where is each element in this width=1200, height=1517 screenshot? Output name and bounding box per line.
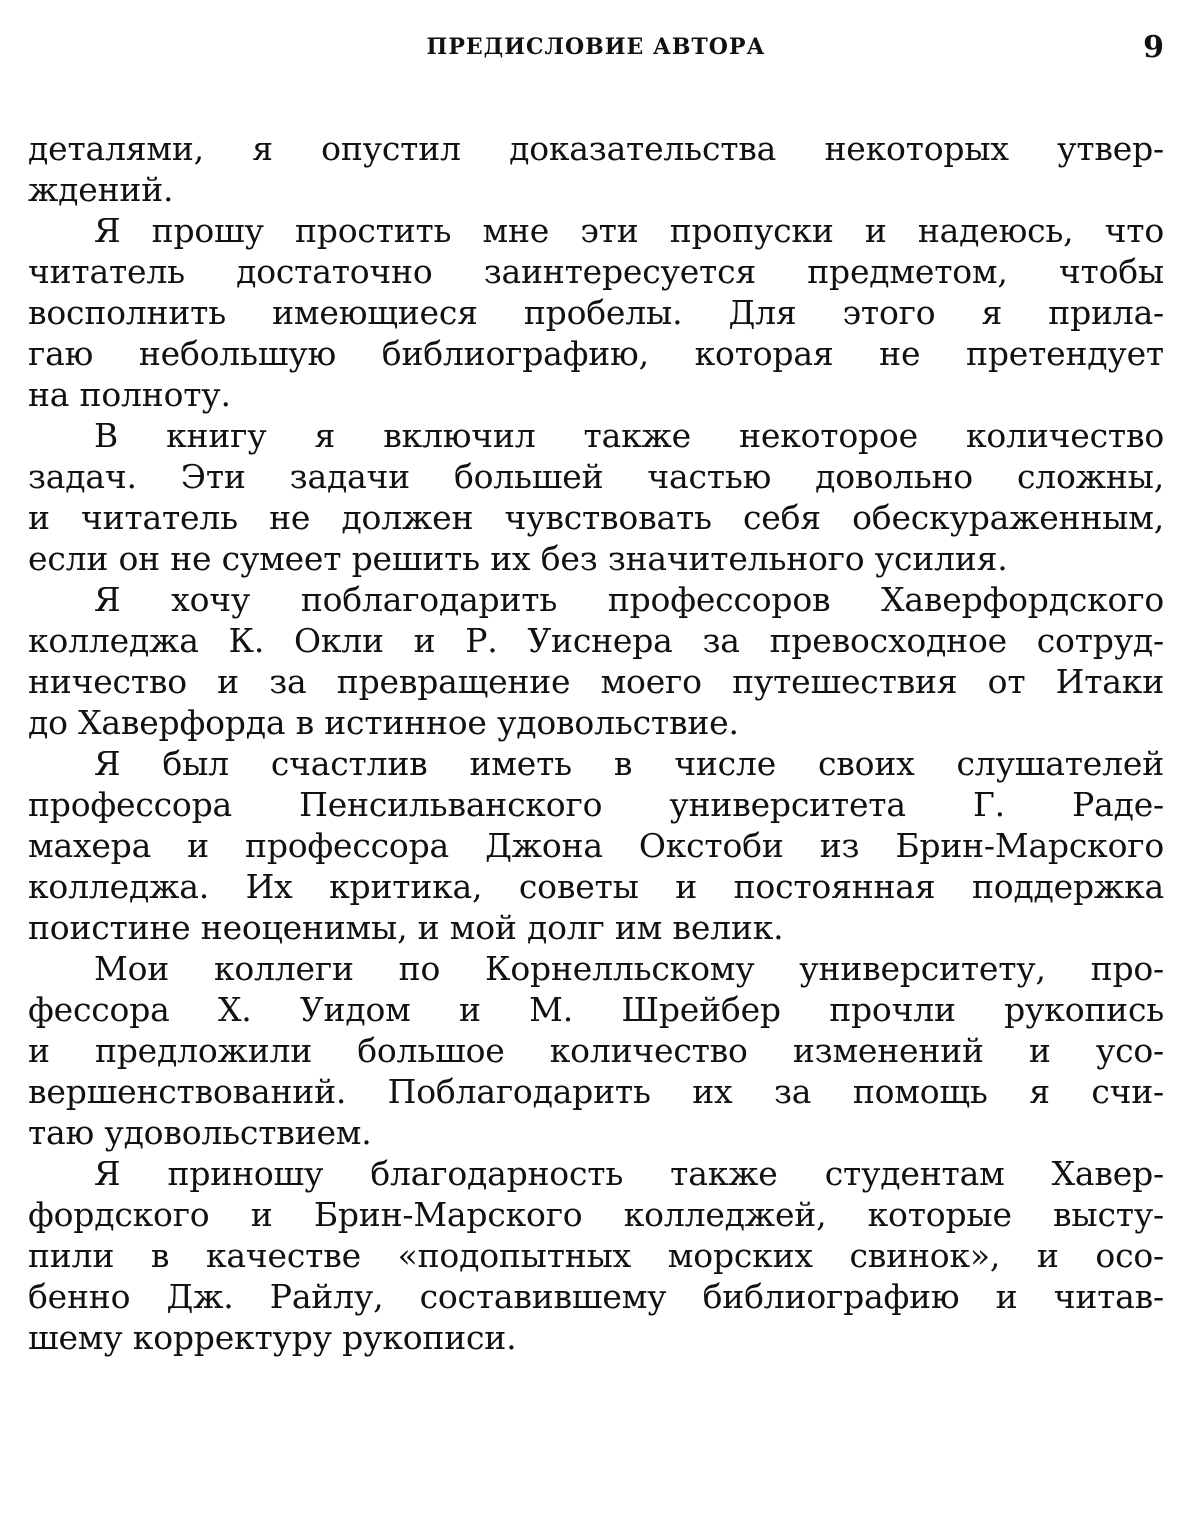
page-number: 9 xyxy=(1143,30,1164,65)
text-line: и предложили большое количество изменений и усо- xyxy=(28,1031,1164,1070)
running-head xyxy=(28,30,1164,64)
body-text xyxy=(28,128,1164,1358)
text-line: вершенствований. Поблагодарить их за помощь я счи- xyxy=(28,1072,1164,1111)
text-line: и читатель не должен чувствовать себя обескураженным, xyxy=(28,498,1164,537)
text-line: В книгу я включил также некоторое количество xyxy=(94,416,1164,455)
text-line: ничество и за превращение моего путешествия от Итаки xyxy=(28,662,1164,701)
text-line: Я приношу благодарность также студентам Хавер- xyxy=(94,1154,1164,1193)
text-line: если он не сумеет решить их без значительного усилия. xyxy=(28,539,1008,578)
running-title: ПРЕДИСЛОВИЕ АВТОРА xyxy=(426,34,766,60)
text-line: до Хаверфорда в истинное удовольствие. xyxy=(28,703,739,742)
text-line: таю удовольствием. xyxy=(28,1113,372,1152)
text-line: деталями, я опустил доказательства некоторых утвер- xyxy=(28,129,1164,168)
text-line: Я прошу простить мне эти пропуски и надеюсь, что xyxy=(94,211,1164,250)
text-line: Мои коллеги по Корнелльскому университету, про- xyxy=(94,949,1164,988)
text-line: фордского и Брин-Марского колледжей, которые высту- xyxy=(28,1195,1164,1234)
text-line: задач. Эти задачи большей частью довольно сложны, xyxy=(28,457,1164,496)
text-line: поистине неоценимы, и мой долг им велик. xyxy=(28,908,784,947)
text-line: бенно Дж. Райлу, составившему библиографию и читав- xyxy=(28,1277,1164,1316)
text-line: Я был счастлив иметь в числе своих слушателей xyxy=(94,744,1164,783)
text-line: пили в качестве «подопытных морских свинок», и осо- xyxy=(28,1236,1164,1275)
text-line: гаю небольшую библиографию, которая не претендует xyxy=(28,334,1164,373)
text-line: ждений. xyxy=(28,170,174,209)
text-line: колледжа К. Окли и Р. Уиснера за превосходное сотруд- xyxy=(28,621,1164,660)
text-line: фессора X. Уидом и М. Шрейбер прочли рукопись xyxy=(28,990,1164,1029)
text-line: колледжа. Их критика, советы и постоянная поддержка xyxy=(28,867,1164,906)
text-line: махера и профессора Джона Окстоби из Брин-Марского xyxy=(28,826,1164,865)
text-line: читатель достаточно заинтересуется предметом, чтобы xyxy=(28,252,1164,291)
text-line: Я хочу поблагодарить профессоров Хаверфордского xyxy=(94,580,1164,619)
text-line: на полноту. xyxy=(28,375,231,414)
text-line: восполнить имеющиеся пробелы. Для этого я прила- xyxy=(28,293,1164,332)
text-line: шему корректуру рукописи. xyxy=(28,1318,517,1357)
text-line: профессора Пенсильванского университета Г. Раде- xyxy=(28,785,1164,824)
